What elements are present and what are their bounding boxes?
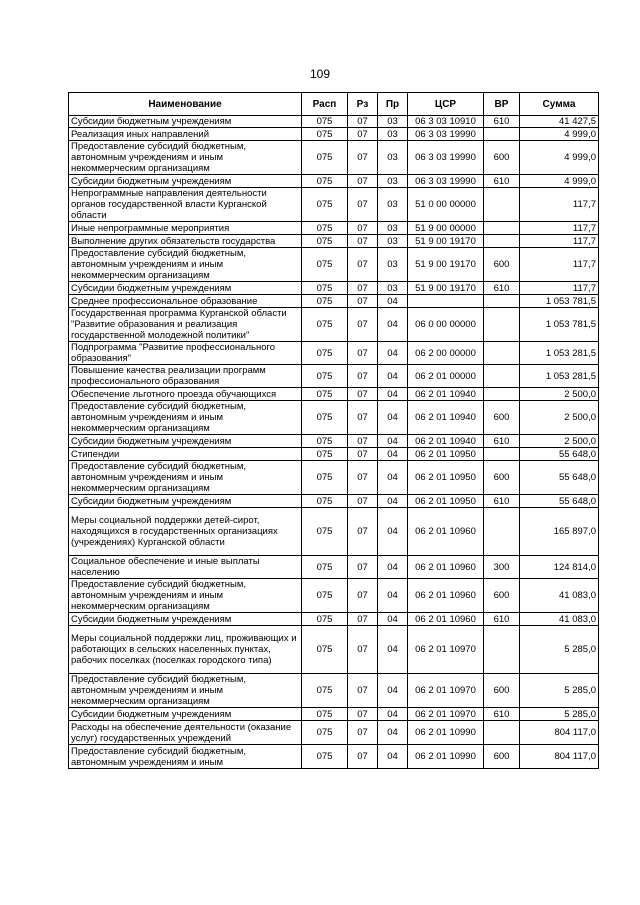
row-sum: 117,7 — [520, 282, 599, 295]
row-csr: 06 2 01 10960 — [408, 508, 484, 556]
row-csr: 06 2 01 10990 — [408, 745, 484, 769]
row-rz: 07 — [348, 448, 378, 461]
row-name: Субсидии бюджетным учреждениям — [69, 435, 302, 448]
row-pr: 04 — [378, 435, 408, 448]
row-sum: 2 500,0 — [520, 401, 599, 435]
row-rz: 07 — [348, 401, 378, 435]
row-sum: 41 083,0 — [520, 579, 599, 613]
table-row — [69, 188, 599, 222]
row-sum: 2 500,0 — [520, 388, 599, 401]
row-rz: 07 — [348, 282, 378, 295]
row-name: Предоставление субсидий бюджетным, автономным учреждениям и иным некоммерческим организациям — [69, 141, 302, 175]
row-pr: 04 — [378, 556, 408, 579]
row-pr: 04 — [378, 495, 408, 508]
row-name: Расходы на обеспечение деятельности (оказание услуг) государственных учреждений — [69, 721, 302, 745]
row-sum: 55 648,0 — [520, 495, 599, 508]
table-row — [69, 401, 599, 435]
row-sum: 2 500,0 — [520, 435, 599, 448]
table-row — [69, 579, 599, 613]
row-vr — [484, 342, 520, 365]
row-sum: 1 053 781,5 — [520, 295, 599, 308]
row-pr: 03 — [378, 128, 408, 141]
row-csr: 51 9 00 19170 — [408, 235, 484, 248]
row-rz: 07 — [348, 508, 378, 556]
column-header-vr: ВР — [484, 93, 520, 116]
row-rz: 07 — [348, 435, 378, 448]
row-pr: 04 — [378, 721, 408, 745]
row-rz: 07 — [348, 128, 378, 141]
row-csr: 06 2 01 10990 — [408, 721, 484, 745]
column-header-csr: ЦСР — [408, 93, 484, 116]
row-csr: 06 2 01 10970 — [408, 674, 484, 708]
row-pr: 04 — [378, 461, 408, 495]
row-vr — [484, 448, 520, 461]
row-name: Социальное обеспечение и иные выплаты населению — [69, 556, 302, 579]
row-pr: 04 — [378, 342, 408, 365]
table-row — [69, 308, 599, 342]
row-pr: 03 — [378, 282, 408, 295]
row-rz: 07 — [348, 461, 378, 495]
row-rz: 07 — [348, 222, 378, 235]
row-rasp: 075 — [302, 448, 348, 461]
table-row — [69, 435, 599, 448]
row-rz: 07 — [348, 342, 378, 365]
row-rz: 07 — [348, 116, 378, 128]
row-pr: 04 — [378, 708, 408, 721]
row-vr: 610 — [484, 495, 520, 508]
table-row — [69, 365, 599, 388]
table-row — [69, 388, 599, 401]
row-sum: 117,7 — [520, 235, 599, 248]
row-sum: 5 285,0 — [520, 626, 599, 674]
row-rz: 07 — [348, 141, 378, 175]
row-sum: 1 053 781,5 — [520, 308, 599, 342]
row-csr: 06 3 03 10910 — [408, 116, 484, 128]
row-name: Предоставление субсидий бюджетным, автономным учреждениям и иным некоммерческим организациям — [69, 579, 302, 613]
row-name: Обеспечение льготного проезда обучающихся — [69, 388, 302, 401]
row-vr: 600 — [484, 745, 520, 769]
row-rasp: 075 — [302, 556, 348, 579]
table-row — [69, 342, 599, 365]
row-vr: 610 — [484, 613, 520, 626]
row-sum: 117,7 — [520, 248, 599, 282]
row-pr: 03 — [378, 175, 408, 188]
row-rz: 07 — [348, 626, 378, 674]
row-csr: 06 3 03 19990 — [408, 175, 484, 188]
row-csr: 06 2 01 10950 — [408, 448, 484, 461]
row-rz: 07 — [348, 745, 378, 769]
row-vr — [484, 128, 520, 141]
row-rasp: 075 — [302, 674, 348, 708]
row-pr: 04 — [378, 579, 408, 613]
row-rasp: 075 — [302, 282, 348, 295]
row-rasp: 075 — [302, 461, 348, 495]
table-row — [69, 556, 599, 579]
column-header-rasp: Расп — [302, 93, 348, 116]
table-row — [69, 128, 599, 141]
row-vr: 600 — [484, 401, 520, 435]
row-csr: 06 0 00 00000 — [408, 308, 484, 342]
row-rz: 07 — [348, 365, 378, 388]
row-vr: 600 — [484, 674, 520, 708]
row-vr: 610 — [484, 708, 520, 721]
row-rasp: 075 — [302, 308, 348, 342]
row-rz: 07 — [348, 708, 378, 721]
row-pr: 03 — [378, 248, 408, 282]
row-pr: 03 — [378, 141, 408, 175]
row-pr: 03 — [378, 116, 408, 128]
row-pr: 04 — [378, 295, 408, 308]
row-vr — [484, 508, 520, 556]
row-vr: 610 — [484, 435, 520, 448]
row-pr: 04 — [378, 308, 408, 342]
row-name: Предоставление субсидий бюджетным, автономным учреждениям и иным некоммерческим организациям — [69, 461, 302, 495]
row-rasp: 075 — [302, 435, 348, 448]
row-rasp: 075 — [302, 613, 348, 626]
row-vr — [484, 365, 520, 388]
row-vr: 600 — [484, 248, 520, 282]
row-pr: 04 — [378, 401, 408, 435]
row-name: Субсидии бюджетным учреждениям — [69, 495, 302, 508]
row-rasp: 075 — [302, 401, 348, 435]
row-pr: 04 — [378, 613, 408, 626]
row-vr — [484, 188, 520, 222]
row-csr: 06 2 01 10940 — [408, 435, 484, 448]
row-pr: 03 — [378, 222, 408, 235]
table-row — [69, 626, 599, 674]
row-csr: 06 2 01 10970 — [408, 708, 484, 721]
row-vr — [484, 308, 520, 342]
column-header-rz: Рз — [348, 93, 378, 116]
row-name: Непрограммные направления деятельности органов государственной власти Курганской области — [69, 188, 302, 222]
row-pr: 04 — [378, 508, 408, 556]
row-name: Государственная программа Курганской области "Развитие образования и реализация государственной молодежной политики" — [69, 308, 302, 342]
row-rasp: 075 — [302, 116, 348, 128]
row-rz: 07 — [348, 388, 378, 401]
row-rasp: 075 — [302, 141, 348, 175]
row-csr: 06 2 01 10950 — [408, 461, 484, 495]
row-rasp: 075 — [302, 626, 348, 674]
row-vr: 300 — [484, 556, 520, 579]
row-rasp: 075 — [302, 128, 348, 141]
row-sum: 41 083,0 — [520, 613, 599, 626]
row-csr — [408, 295, 484, 308]
row-csr: 06 2 01 10950 — [408, 495, 484, 508]
row-name: Субсидии бюджетным учреждениям — [69, 116, 302, 128]
row-rz: 07 — [348, 674, 378, 708]
row-vr — [484, 721, 520, 745]
row-rasp: 075 — [302, 175, 348, 188]
row-rz: 07 — [348, 308, 378, 342]
row-csr: 51 9 00 00000 — [408, 222, 484, 235]
table-row — [69, 116, 599, 128]
row-vr — [484, 388, 520, 401]
column-header-name: Наименование — [69, 93, 302, 116]
row-vr: 610 — [484, 116, 520, 128]
row-name: Меры социальной поддержки лиц, проживающих и работающих в сельских населенных пунктах, рабочих поселках (поселках городского типа) — [69, 626, 302, 674]
row-vr: 600 — [484, 461, 520, 495]
row-rz: 07 — [348, 721, 378, 745]
row-sum: 804 117,0 — [520, 721, 599, 745]
row-sum: 117,7 — [520, 188, 599, 222]
row-rasp: 075 — [302, 721, 348, 745]
row-pr: 03 — [378, 188, 408, 222]
row-vr: 610 — [484, 175, 520, 188]
row-vr — [484, 222, 520, 235]
row-pr: 03 — [378, 235, 408, 248]
row-name: Предоставление субсидий бюджетным, автономным учреждениям и иным некоммерческим организациям — [69, 674, 302, 708]
table-row — [69, 674, 599, 708]
row-sum: 55 648,0 — [520, 448, 599, 461]
row-vr: 600 — [484, 141, 520, 175]
row-rasp: 075 — [302, 388, 348, 401]
row-rasp: 075 — [302, 342, 348, 365]
row-rz: 07 — [348, 613, 378, 626]
table-row — [69, 235, 599, 248]
row-vr — [484, 295, 520, 308]
table-row — [69, 461, 599, 495]
row-name: Субсидии бюджетным учреждениям — [69, 613, 302, 626]
row-rasp: 075 — [302, 508, 348, 556]
row-name: Среднее профессиональное образование — [69, 295, 302, 308]
row-rasp: 075 — [302, 708, 348, 721]
row-name: Иные непрограммные мероприятия — [69, 222, 302, 235]
table-row — [69, 745, 599, 769]
row-sum: 165 897,0 — [520, 508, 599, 556]
row-name: Выполнение других обязательств государства — [69, 235, 302, 248]
row-name: Меры социальной поддержки детей-сирот, находящихся в государственных организациях (учреждениях) Курганской области — [69, 508, 302, 556]
table-row — [69, 141, 599, 175]
row-rz: 07 — [348, 175, 378, 188]
table-row — [69, 175, 599, 188]
table-row — [69, 613, 599, 626]
row-sum: 124 814,0 — [520, 556, 599, 579]
row-csr: 06 3 03 19990 — [408, 128, 484, 141]
row-name: Предоставление субсидий бюджетным, автономным учреждениям и иным некоммерческим организациям — [69, 401, 302, 435]
table-row — [69, 708, 599, 721]
row-rz: 07 — [348, 235, 378, 248]
table-row — [69, 222, 599, 235]
row-rasp: 075 — [302, 235, 348, 248]
row-sum: 1 053 281,5 — [520, 342, 599, 365]
table-row — [69, 721, 599, 745]
row-csr: 51 0 00 00000 — [408, 188, 484, 222]
row-sum: 55 648,0 — [520, 461, 599, 495]
row-csr: 06 2 01 10960 — [408, 579, 484, 613]
table-row — [69, 248, 599, 282]
row-name: Субсидии бюджетным учреждениям — [69, 282, 302, 295]
row-name: Субсидии бюджетным учреждениям — [69, 708, 302, 721]
row-vr — [484, 626, 520, 674]
row-csr: 06 2 01 10960 — [408, 613, 484, 626]
page-number: 109 — [309, 67, 331, 81]
table-row — [69, 448, 599, 461]
row-name: Предоставление субсидий бюджетным, автономным учреждениям и иным — [69, 745, 302, 769]
row-csr: 06 2 01 00000 — [408, 365, 484, 388]
row-sum: 117,7 — [520, 222, 599, 235]
row-rz: 07 — [348, 495, 378, 508]
table-body — [69, 116, 599, 769]
row-rasp: 075 — [302, 365, 348, 388]
budget-table — [68, 92, 599, 769]
row-name: Повышение качества реализации программ профессионального образования — [69, 365, 302, 388]
row-csr: 06 3 03 19990 — [408, 141, 484, 175]
row-name: Реализация иных направлений — [69, 128, 302, 141]
row-rasp: 075 — [302, 248, 348, 282]
row-pr: 04 — [378, 365, 408, 388]
row-rz: 07 — [348, 295, 378, 308]
row-pr: 04 — [378, 388, 408, 401]
row-rz: 07 — [348, 579, 378, 613]
row-pr: 04 — [378, 448, 408, 461]
row-csr: 51 9 00 19170 — [408, 248, 484, 282]
table-row — [69, 508, 599, 556]
row-sum: 4 999,0 — [520, 141, 599, 175]
row-rasp: 075 — [302, 579, 348, 613]
row-rz: 07 — [348, 188, 378, 222]
row-name: Субсидии бюджетным учреждениям — [69, 175, 302, 188]
row-rasp: 075 — [302, 222, 348, 235]
row-name: Стипендии — [69, 448, 302, 461]
column-header-pr: Пр — [378, 93, 408, 116]
row-sum: 5 285,0 — [520, 674, 599, 708]
row-sum: 4 999,0 — [520, 175, 599, 188]
column-header-sum: Сумма — [520, 93, 599, 116]
table-row — [69, 495, 599, 508]
row-name: Предоставление субсидий бюджетным, автономным учреждениям и иным некоммерческим организациям — [69, 248, 302, 282]
row-vr: 600 — [484, 579, 520, 613]
row-rasp: 075 — [302, 188, 348, 222]
row-rasp: 075 — [302, 495, 348, 508]
row-name: Подпрограмма "Развитие профессионального образования" — [69, 342, 302, 365]
row-csr: 06 2 01 10940 — [408, 401, 484, 435]
row-vr — [484, 235, 520, 248]
table-row — [69, 295, 599, 308]
row-sum: 4 999,0 — [520, 128, 599, 141]
row-pr: 04 — [378, 626, 408, 674]
table-header-row — [69, 93, 599, 116]
row-sum: 804 117,0 — [520, 745, 599, 769]
row-pr: 04 — [378, 745, 408, 769]
row-sum: 5 285,0 — [520, 708, 599, 721]
row-rz: 07 — [348, 556, 378, 579]
row-sum: 1 053 281,5 — [520, 365, 599, 388]
row-csr: 51 9 00 19170 — [408, 282, 484, 295]
row-csr: 06 2 01 10940 — [408, 388, 484, 401]
row-sum: 41 427,5 — [520, 116, 599, 128]
table-row — [69, 282, 599, 295]
row-pr: 04 — [378, 674, 408, 708]
row-csr: 06 2 01 10960 — [408, 556, 484, 579]
row-csr: 06 2 00 00000 — [408, 342, 484, 365]
row-vr: 610 — [484, 282, 520, 295]
row-rasp: 075 — [302, 295, 348, 308]
row-rasp: 075 — [302, 745, 348, 769]
row-csr: 06 2 01 10970 — [408, 626, 484, 674]
row-rz: 07 — [348, 248, 378, 282]
